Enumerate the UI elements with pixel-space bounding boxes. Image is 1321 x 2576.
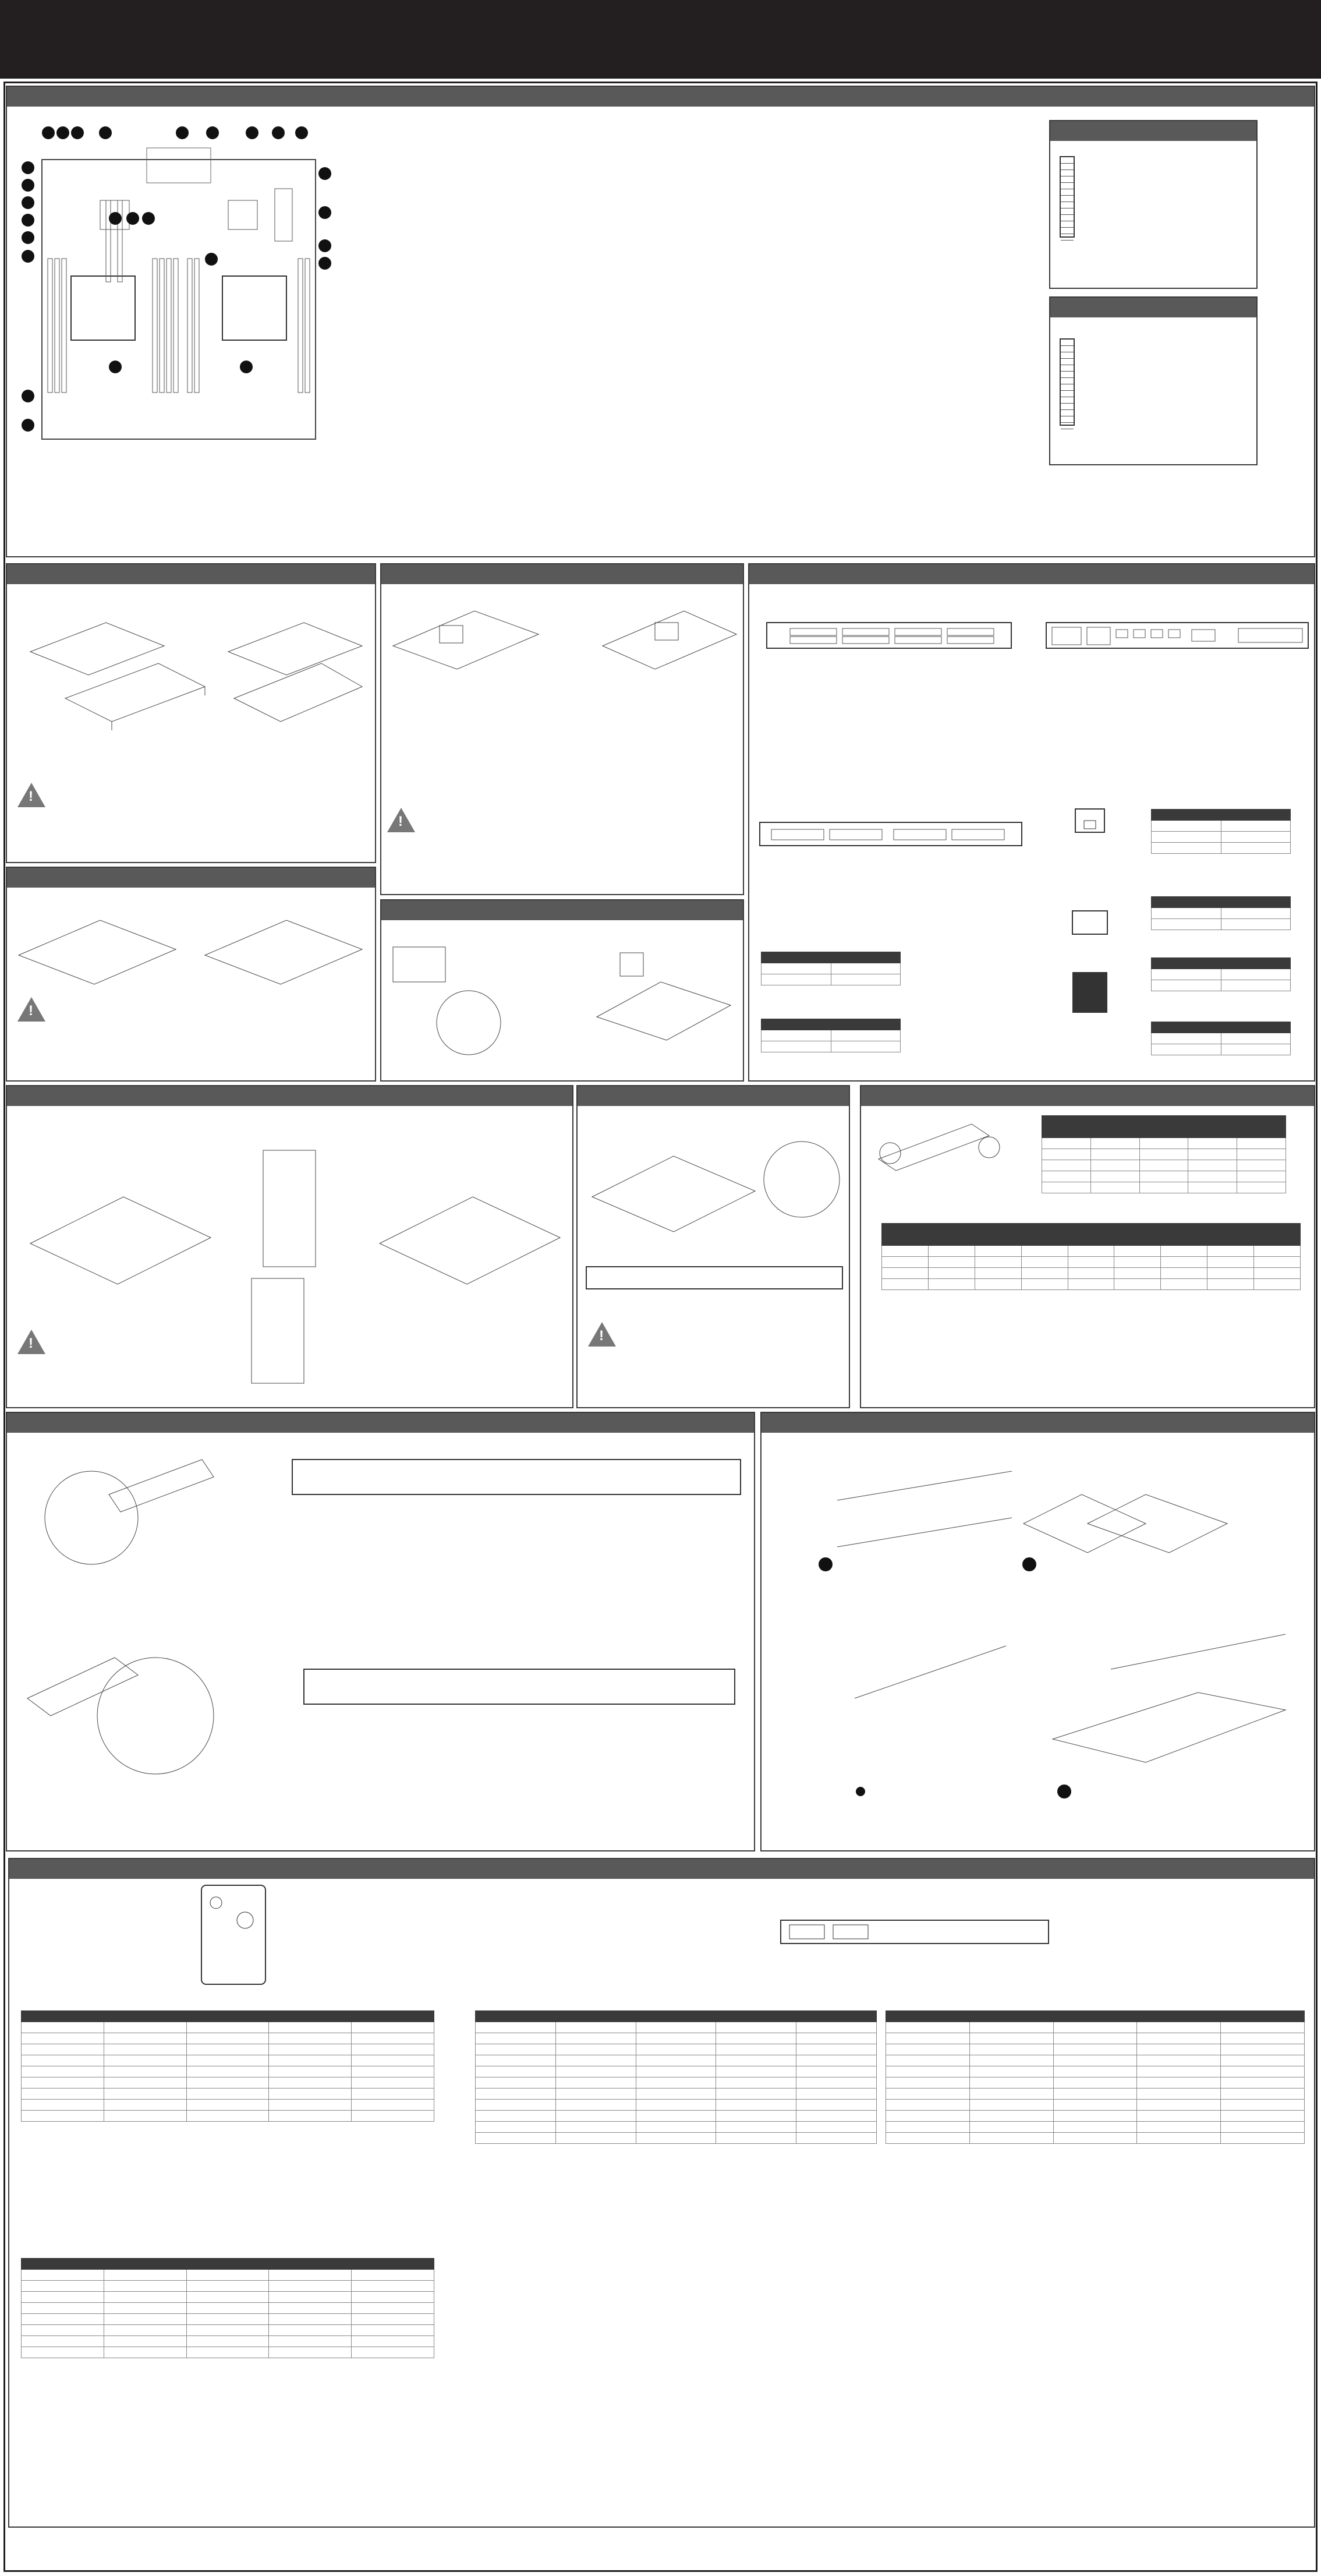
chassis-illustration <box>19 599 368 751</box>
section-header <box>7 868 375 888</box>
front-panel-diagram <box>199 1882 268 1987</box>
callout-marker <box>22 161 34 174</box>
warning-icon <box>17 997 45 1022</box>
warning-icon <box>17 1330 45 1354</box>
riser-card-illustration <box>19 1127 566 1395</box>
remove-cover-panel <box>6 563 376 863</box>
dimm-illustration <box>873 1112 1012 1188</box>
callout-marker <box>240 361 253 373</box>
callout-marker <box>56 126 69 139</box>
pin-header-panel-1 <box>1049 120 1258 289</box>
memory-table <box>881 1223 1301 1290</box>
warning-icon <box>17 783 45 807</box>
callout-marker <box>318 206 331 219</box>
lan-port-icon <box>1072 803 1107 838</box>
top-title-bar <box>0 0 1321 79</box>
callout-marker <box>71 126 84 139</box>
led-connector-icon <box>1067 902 1113 943</box>
section-header <box>381 564 743 584</box>
air-duct-illustration <box>13 903 368 990</box>
led-status-table <box>475 2010 877 2144</box>
cpu-install-panel <box>380 563 744 895</box>
callout-marker <box>206 126 219 139</box>
section-header <box>7 1413 754 1433</box>
led-table <box>761 952 901 985</box>
section-header <box>7 564 375 584</box>
section-header <box>381 900 743 920</box>
front-panel-leds-panel <box>8 1858 1315 2528</box>
callout-marker <box>22 390 34 402</box>
hdd-backplane-panel <box>6 1412 755 1851</box>
callout-marker <box>22 179 34 192</box>
heatsink-panel <box>380 899 744 1082</box>
section-header <box>9 1859 1314 1879</box>
rail-kit-panel <box>760 1412 1315 1851</box>
callout-marker <box>22 250 34 263</box>
backplane-board-diagram <box>304 1663 741 1716</box>
pin-header-panel-2 <box>1049 296 1258 465</box>
callout-marker <box>272 126 285 139</box>
section-header <box>861 1086 1314 1106</box>
pin-header-diagram <box>1060 338 1075 426</box>
callout-marker <box>295 126 308 139</box>
callout-marker <box>176 126 189 139</box>
led-table <box>761 1019 901 1052</box>
front-rear-view-panel <box>748 563 1315 1082</box>
callout-marker <box>205 253 218 266</box>
heatsink-illustration <box>387 935 736 1063</box>
power-connector-icon <box>1067 966 1113 1019</box>
led-table <box>1151 1022 1291 1055</box>
led-table <box>1151 896 1291 930</box>
section-header <box>762 1413 1314 1433</box>
led-status-table <box>886 2010 1305 2144</box>
section-header <box>7 1086 572 1106</box>
backplane-board-diagram <box>292 1454 746 1500</box>
led-table <box>1151 957 1291 991</box>
section-header <box>578 1086 849 1106</box>
callout-marker <box>22 196 34 209</box>
callout-marker <box>318 167 331 180</box>
hdd-tray-illustration <box>22 1454 214 1582</box>
callout-marker <box>246 126 258 139</box>
section-header <box>7 87 1314 107</box>
psu-illustration <box>586 1127 842 1243</box>
section-header <box>749 564 1314 584</box>
callout-marker <box>22 231 34 244</box>
section-header <box>1050 298 1256 317</box>
warning-icon <box>387 808 415 832</box>
control-panel-diagram <box>781 1917 1049 1946</box>
front-view-alt-diagram <box>760 822 1022 851</box>
air-duct-panel <box>6 867 376 1082</box>
memory-table <box>1042 1115 1286 1193</box>
callout-marker <box>109 361 122 373</box>
callout-marker <box>109 212 122 225</box>
callout-marker <box>318 239 331 252</box>
callout-marker <box>126 212 139 225</box>
board-layout-panel <box>6 86 1315 557</box>
rear-view-diagram <box>586 1267 842 1290</box>
section-header <box>1050 121 1256 141</box>
callout-marker <box>22 419 34 432</box>
callout-marker <box>142 212 155 225</box>
rear-view-diagram <box>1046 623 1308 652</box>
callout-marker <box>22 214 34 227</box>
callout-marker <box>99 126 112 139</box>
led-status-table <box>21 2010 434 2122</box>
motherboard-diagram <box>36 130 321 445</box>
callout-marker <box>318 257 331 270</box>
riser-card-panel <box>6 1085 573 1408</box>
callout-marker <box>42 126 55 139</box>
front-view-diagram <box>767 623 1011 652</box>
warning-icon <box>588 1322 616 1347</box>
led-status-table <box>21 2258 434 2358</box>
cpu-illustration <box>387 593 736 681</box>
pin-header-diagram <box>1060 156 1075 238</box>
memory-panel <box>860 1085 1315 1408</box>
rail-illustration <box>820 1448 1297 1844</box>
psu-panel <box>576 1085 850 1408</box>
led-table <box>1151 809 1291 854</box>
hdd-tray-illustration <box>22 1634 214 1786</box>
